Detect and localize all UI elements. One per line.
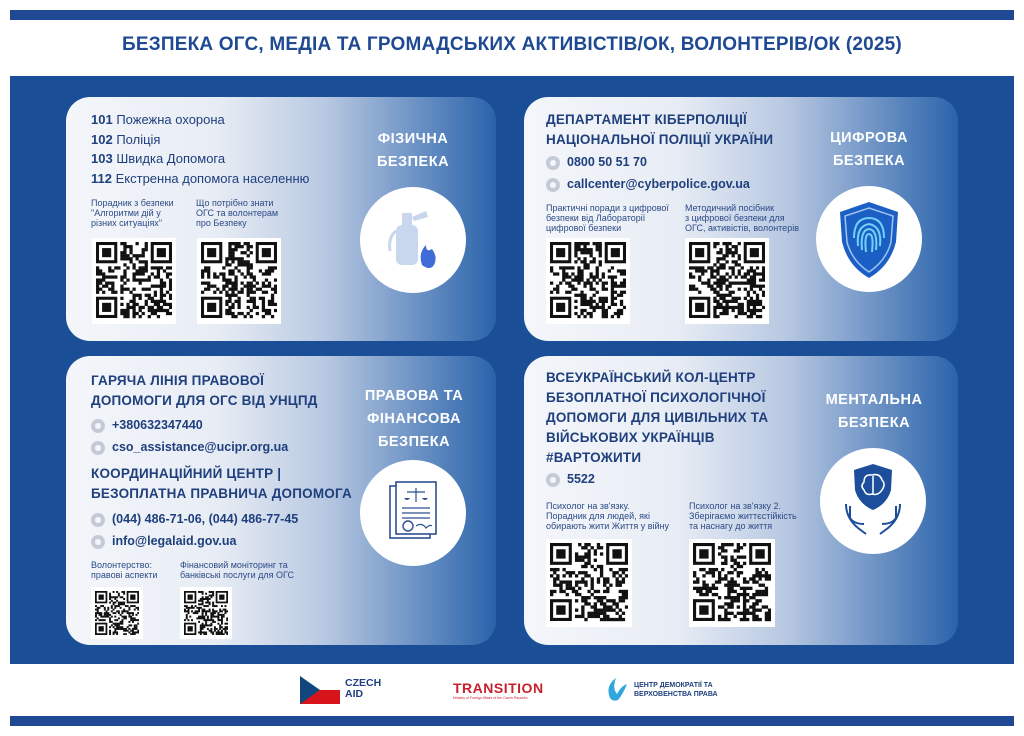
qr-code-psychologist-1[interactable] (546, 539, 632, 627)
qr-caption-digital-manual: Методичний посібник з цифрової безпеки для ОГС, активістів, волонтерів (685, 203, 799, 233)
fingerprint-shield-icon (816, 186, 922, 292)
email-icon (91, 441, 105, 455)
legalaid-email[interactable]: info@legalaid.gov.ua (91, 532, 236, 550)
page-title: БЕЗПЕКА ОГС, МЕДІА ТА ГРОМАДСЬКИХ АКТИВІСТІВ/ОК, ВОЛОНТЕРІВ/ОК (2025) (122, 34, 902, 55)
qr-caption-financial-monitoring: Фінансовий моніторинг та банківські послуги для ОГС (180, 560, 294, 580)
qr-code-digital-manual[interactable] (685, 238, 769, 324)
cyberpolice-phone[interactable]: 0800 50 51 70 (546, 153, 647, 171)
ucipr-email[interactable]: cso_assistance@ucipr.org.ua (91, 438, 288, 456)
ucipr-hotline-title: ГАРЯЧА ЛІНІЯ ПРАВОВОЇ ДОПОМОГИ ДЛЯ ОГС ВІД УНЦПД (91, 373, 318, 408)
qr-caption-volunteering-legal: Волонтерство: правові аспекти (91, 560, 158, 580)
qr-code-safety-guide[interactable] (92, 238, 176, 324)
vartozhyty-title: ВСЕУКРАЇНСЬКИЙ КОЛ-ЦЕНТР БЕЗОПЛАТНОЇ ПСИХОЛОГІЧНОЇ ДОПОМОГИ ДЛЯ ЦИВІЛЬНИХ ТА ВІЙСЬКОВИХ УКРАЇНЦІВ #ВАРТОЖИТИ (546, 370, 769, 465)
email-icon (546, 178, 560, 192)
phone-line-101: 101 Пожежна охорона (91, 112, 225, 127)
phone-line-102: 102 Поліція (91, 131, 161, 147)
qr-code-financial-monitoring[interactable] (180, 587, 232, 639)
qr-caption-safety-guide: Порадник з безпеки "Алгоритми дій у різних ситуаціях" (91, 198, 174, 228)
email-icon (91, 535, 105, 549)
qr-code-volunteering-legal[interactable] (91, 587, 143, 639)
qr-code-psychologist-2[interactable] (689, 539, 775, 627)
qr-caption-digital-tips: Практичні поради з цифрової безпеки від Лабораторії цифрової безпеки (546, 203, 669, 233)
czech-aid-logo-text-1: CZECH (345, 677, 382, 689)
bottom-border (10, 716, 1014, 726)
qr-code-digital-tips[interactable] (546, 238, 630, 324)
qr-caption-psychologist-2: Психолог на зв'язку 2. Зберігаємо життєстійкість та наснагу до життя (689, 501, 797, 531)
fire-extinguisher-icon (360, 187, 466, 293)
legalaid-title: КООРДИНАЦІЙНИЙ ЦЕНТР | БЕЗОПЛАТНА ПРАВНИЧА ДОПОМОГА (91, 466, 352, 501)
phone-icon (91, 513, 105, 527)
category-legal: ПРАВОВА ТА ФІНАНСОВА БЕЗПЕКА (364, 388, 464, 450)
ucipr-phone[interactable]: +380632347440 (91, 416, 203, 434)
cyberpolice-email[interactable]: callcenter@cyberpolice.gov.ua (546, 175, 750, 193)
phone-line-103: 103 Швидка Допомога (91, 151, 226, 166)
cyberpolice-title: ДЕПАРТАМЕНТ КІБЕРПОЛІЦІЇ НАЦІОНАЛЬНОЇ ПОЛІЦІЇ УКРАЇНИ (546, 112, 774, 147)
top-border (10, 10, 1014, 20)
vartozhyty-phone[interactable]: 5522 (546, 470, 595, 488)
phone-line-112: 112 Екстренна допомога населенню (91, 170, 310, 186)
emergency-phones (91, 110, 309, 188)
category-mental: МЕНТАЛЬНА БЕЗПЕКА (825, 392, 923, 431)
qr-caption-what-to-know: Що потрібно знати ОГС та волонтерам про Безпеку (196, 198, 279, 228)
category-physical: ФІЗИЧНА БЕЗПЕКА (376, 131, 450, 170)
phone-icon (546, 473, 560, 487)
phone-icon (91, 419, 105, 433)
category-digital: ЦИФРОВА БЕЗПЕКА (830, 130, 908, 169)
brain-hands-icon (820, 448, 926, 554)
phone-icon (546, 156, 560, 170)
transition-logo: TRANSITION Ministry of Foreign Affairs of the Czech Republic (453, 680, 544, 700)
czech-aid-logo-text-2: AID (345, 688, 364, 700)
legalaid-phone[interactable]: (044) 486-71-06, (044) 486-77-45 (91, 510, 298, 528)
qr-code-what-to-know[interactable] (197, 238, 281, 324)
document-scales-icon (360, 460, 466, 566)
qr-caption-psychologist-1: Психолог на зв'язку. Порадник для людей, які обирають жити Життя у війну (546, 501, 669, 531)
